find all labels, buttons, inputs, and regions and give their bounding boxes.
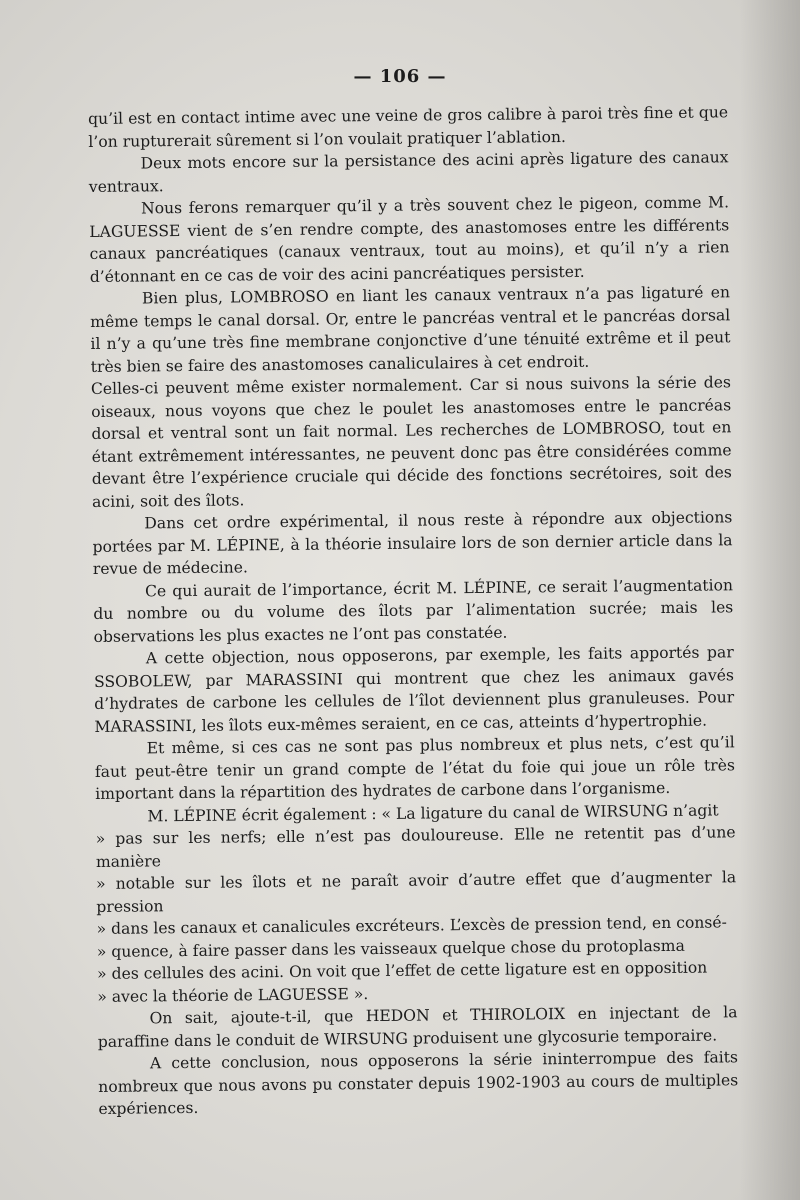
body-text: [88, 101, 739, 1120]
quote-line: » avec la théorie de LAGUESSE ».: [97, 984, 369, 1006]
paragraph: Nous ferons remarquer qu’il y a très souvent chez le pigeon, comme M. LAGUESSE vient de s’en rendre compte, des anastomoses entre les différents canaux pancréatiques (canaux ventraux, tout au moins), et qu’il n’y a rien d’étonnant en ce cas de voir des acini pancréatiques persister.: [89, 193, 730, 286]
quote-line: » pas sur les nerfs; elle n’est pas douloureuse. Elle ne retentit pas d’une manière: [95, 823, 736, 871]
quote-line: » notable sur les îlots et ne paraît avoir d’autre effet que d’augmenter la pression: [96, 868, 737, 916]
paragraph: On sait, ajoute-t-il, que HEDON et THIROLOIX en injectant de la paraffine dans le conduit de WIRSUNG produisent une glycosurie temporaire.: [97, 1003, 738, 1051]
block-quote: [96, 821, 738, 1008]
paragraph: Deux mots encore sur la persistance des acini après ligature des canaux ventraux.: [88, 148, 729, 196]
paragraph: Ce qui aurait de l’importance, écrit M. LÉPINE, ce serait l’augmentation du nombre ou du volume des îlots par l’alimentation sucrée; mais les observations les plus exactes ne l’ont pas constatée.: [93, 575, 734, 646]
quote-line: » quence, à faire passer dans les vaisseaux quelque chose du protoplasma: [96, 936, 685, 961]
paragraph: Dans cet ordre expérimental, il nous reste à répondre aux objections portées par M. LÉPINE, à la théorie insulaire lors de son dernier article dans la revue de médecine.: [92, 508, 733, 578]
paragraph: qu’il est en contact intime avec une veine de gros calibre à paroi très fine et que l’on rupturerait sûrement si l’on voulait pratiquer l’ablation.: [88, 103, 729, 151]
paragraph: Et même, si ces cas ne sont pas plus nombreux et plus nets, c’est qu’il faut peut-être tenir un grand compte de l’état du foie qui joue un rôle très important dans la répartition des hydrates de carbone dans l’organisme.: [94, 733, 736, 803]
paragraph: Celles-ci peuvent même exister normalement. Car si nous suivons la série des oiseaux, nous voyons que chez le poulet les anastomoses entre le pancréas dorsal et ventral sont un fait normal. Les recherches de LOMBROSO, tout en étant extrêmement intéressantes, ne peuvent donc pas être considérées comme devant être l’expérience cruciale qui décide des fonctions secrétoires, soit des acini, soit des îlots.: [90, 373, 732, 511]
quote-line: » des cellules des acini. On voit que l’effet de cette ligature est en opposition: [96, 958, 708, 983]
paragraph: A cette conclusion, nous opposerons la série ininterrompue des faits nombreux que nous avons pu constater depuis 1902-1903 au cours de multiples expériences.: [98, 1048, 739, 1118]
paragraph: Bien plus, LOMBROSO en liant les canaux ventraux n’a pas ligaturé en même temps le canal dorsal. Or, entre le pancréas ventral et le pancréas dorsal il n’y a qu’une très fine membrane conjonctive d’une ténuité extrême et il peut très bien se faire des anastomoses canaliculaires à cet endroit.: [90, 283, 731, 376]
quote-intro: M. LÉPINE écrit également : « La ligature du canal de WIRSUNG n’agit: [147, 800, 719, 825]
quote-line: » dans les canaux et canalicules excréteurs. L’excès de pression tend, en consé-: [96, 913, 727, 938]
paragraph: A cette objection, nous opposerons, par exemple, les faits apportés par SSOBOLEW, par MARASSINI qui montrent que chez les animaux gavés d’hydrates de carbone les cellules de l’îlot deviennent plus granuleuses. Pour MARASSINI, les îlots eux-mêmes seraient, en ce cas, atteints d’hypertrophie.: [93, 643, 735, 736]
page-number: — 106 —: [353, 66, 447, 87]
